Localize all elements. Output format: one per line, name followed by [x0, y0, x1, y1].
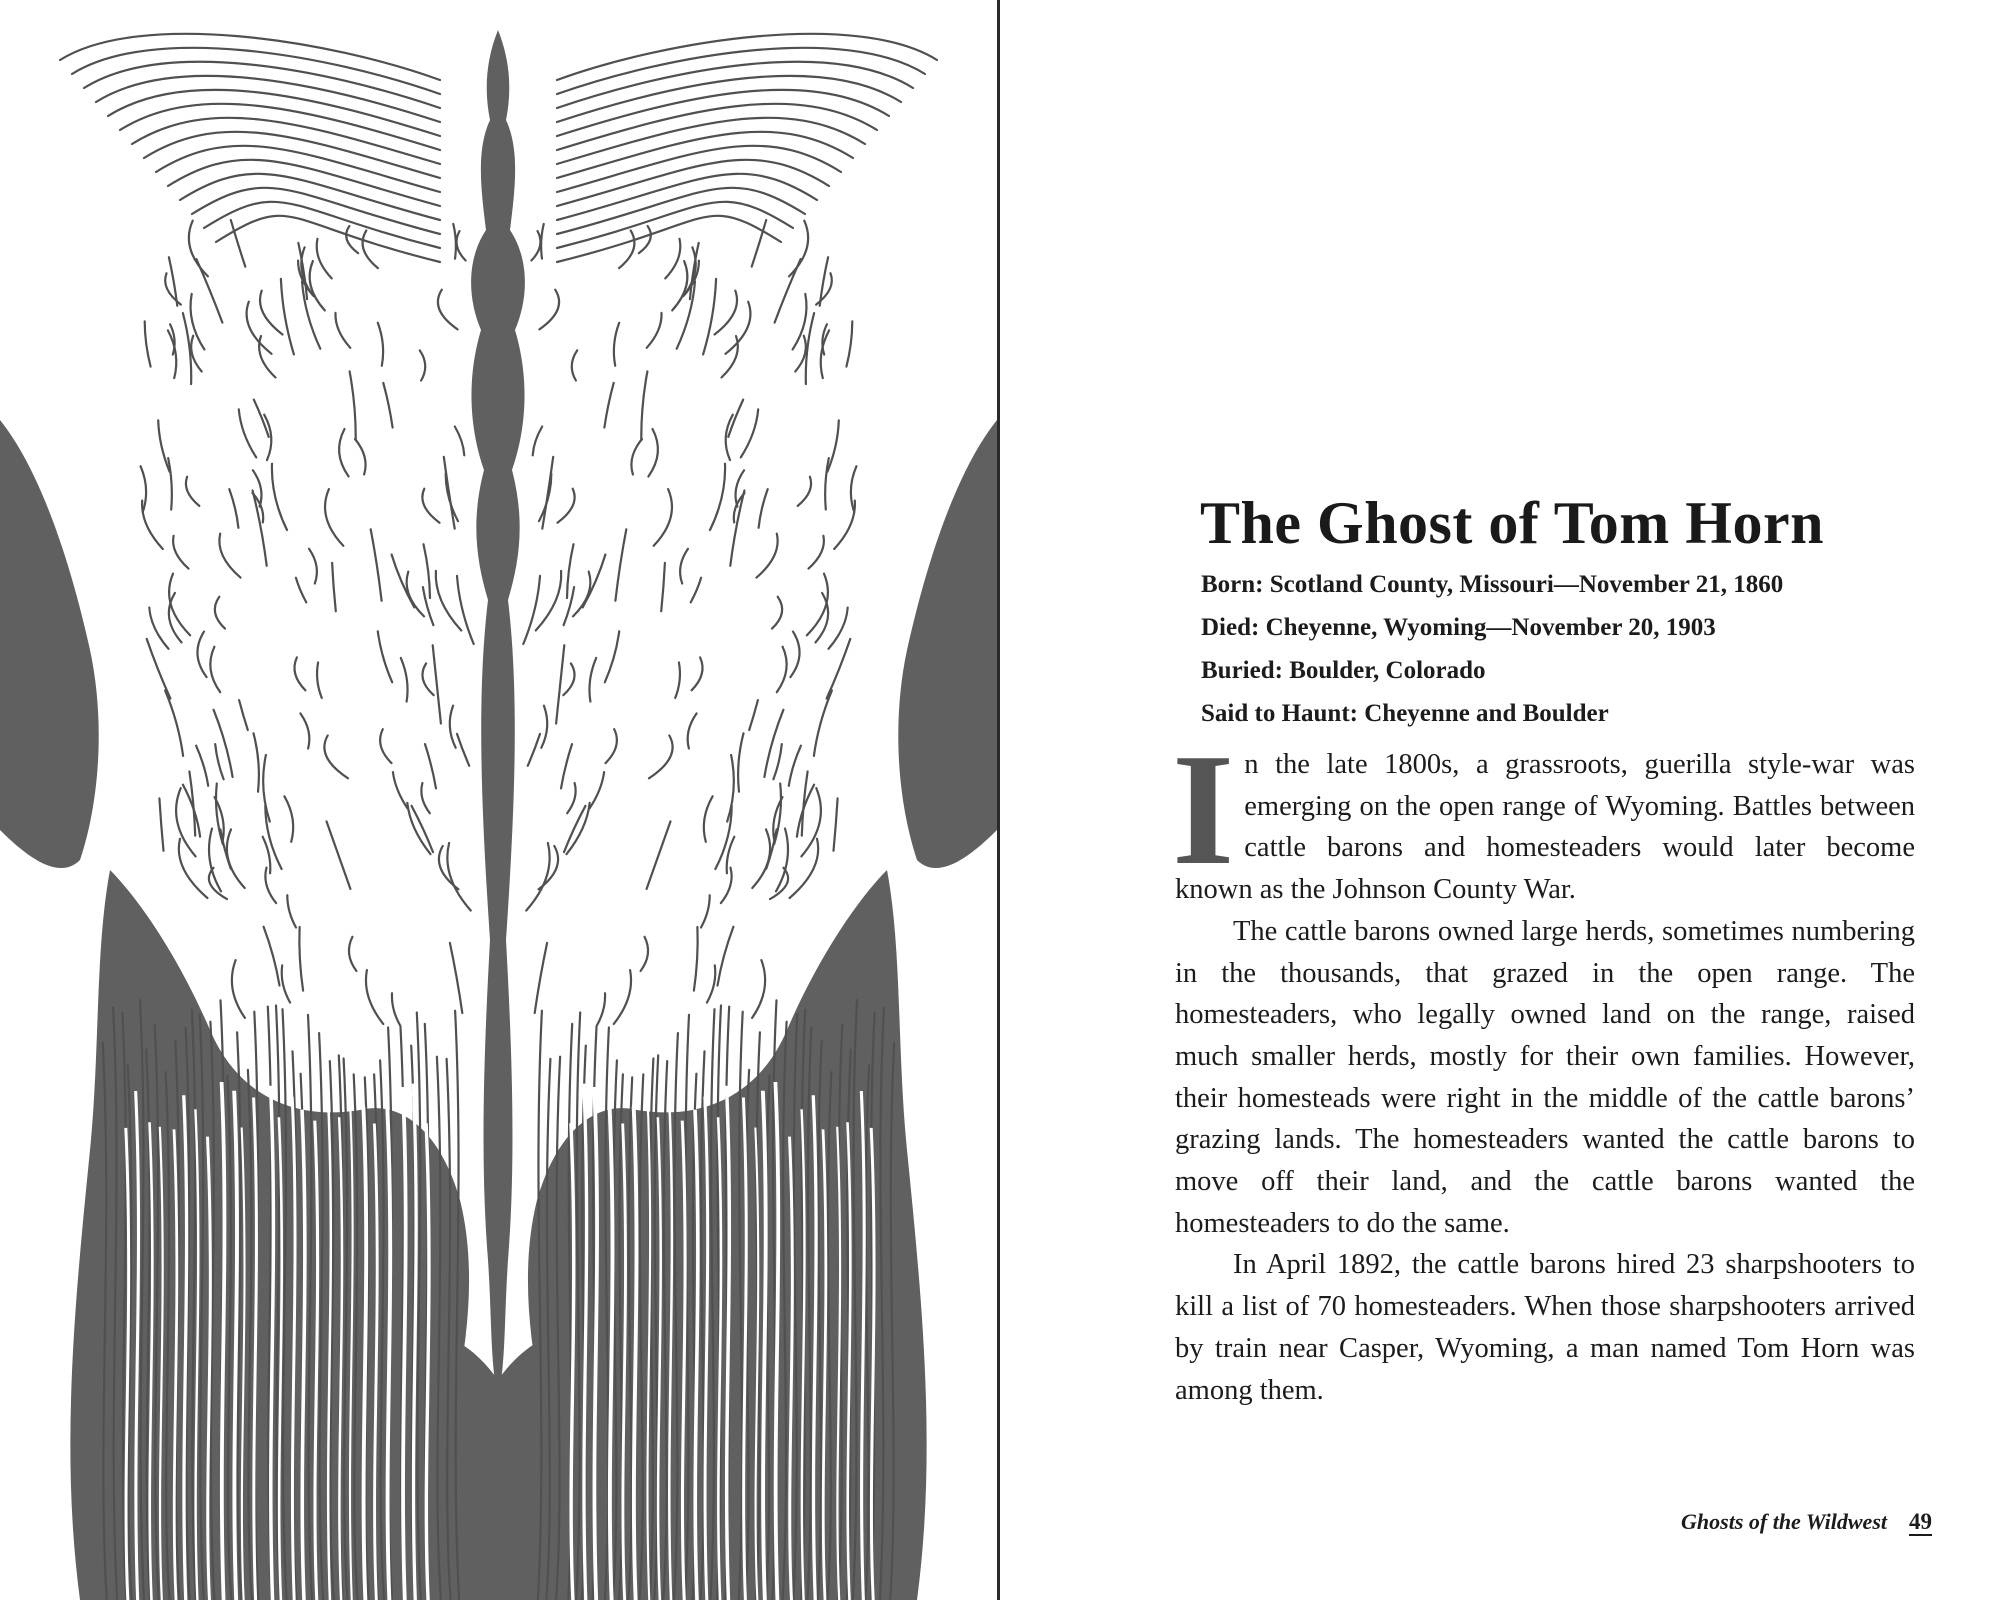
- hatch-stroke-right: [542, 457, 553, 529]
- hatch-stroke-right: [704, 796, 713, 842]
- hatch-stroke-left: [438, 290, 458, 330]
- hatch-stroke-right: [604, 383, 613, 428]
- hatch-stroke-right: [764, 710, 783, 777]
- paragraph-3: In April 1892, the cattle barons hired 23 sharpshooters to kill a list of 70 homesteaders. When those sharpshooters arrived by train near Casper, Wyoming, a man named Tom Horn was among them.: [1175, 1249, 1915, 1406]
- hatch-stroke-left: [168, 458, 172, 509]
- hatch-stroke-right: [814, 690, 832, 756]
- hatch-stroke-right: [675, 662, 680, 698]
- hatch-stroke-right: [614, 970, 631, 1024]
- paragraph-1-text: n the late 1800s, a grassroots, guerilla style-war was emerging on the open range of Wyoming. Battles between cattle barons and homesteaders would later become known as the Johnson County War.: [1175, 749, 1915, 906]
- hatch-stroke-right: [533, 427, 543, 456]
- hatch-stroke-right: [589, 658, 596, 702]
- hatch-stroke-left: [332, 563, 336, 612]
- hatch-stroke-right: [583, 555, 606, 608]
- hatch-stroke-left: [380, 729, 391, 763]
- hatch-stroke-right: [561, 744, 572, 788]
- hatch-stroke-left: [158, 420, 169, 471]
- hatch-stroke-right: [707, 965, 715, 1002]
- hatch-stroke-right: [567, 783, 575, 813]
- hatch-stroke-right: [573, 572, 590, 617]
- hatch-stroke-left: [455, 427, 465, 456]
- hatch-stroke-left: [272, 464, 287, 530]
- hatch-stroke-right: [528, 734, 540, 766]
- article-title: The Ghost of Tom Horn: [1200, 490, 1824, 556]
- page-footer: [1681, 1507, 1932, 1537]
- hatch-stroke-left: [457, 576, 474, 644]
- hatch-stroke-right: [834, 501, 855, 549]
- hatch-stroke-right: [806, 313, 814, 384]
- hatch-stroke-right: [597, 993, 605, 1026]
- hatch-stroke-left: [346, 226, 358, 253]
- hatch-stroke-right: [564, 587, 575, 625]
- hatch-stroke-right: [523, 576, 540, 644]
- hatch-stroke-right: [798, 477, 811, 506]
- hatch-stroke-right: [661, 563, 665, 612]
- hatch-stroke-left: [324, 736, 348, 779]
- hatch-stroke-left: [299, 927, 303, 991]
- hatch-stroke-right: [752, 960, 765, 1018]
- fact-born: Born: Scotland County, Missouri—November 21, 1860: [1201, 571, 1784, 598]
- hatch-stroke-left: [260, 291, 283, 335]
- hatch-stroke-left: [300, 713, 309, 748]
- hatch-stroke-left: [165, 690, 183, 756]
- hatch-stroke-right: [772, 597, 782, 629]
- hatch-stroke-left: [159, 798, 163, 850]
- hatch-stroke-left: [232, 960, 245, 1018]
- central-ridge: [471, 30, 525, 1400]
- hatch-stroke-left: [281, 279, 294, 355]
- hatch-stroke-left: [287, 895, 296, 927]
- hatch-stroke-right: [809, 536, 824, 569]
- hatch-stroke-left: [433, 645, 441, 723]
- hatch-stroke-left: [327, 821, 351, 889]
- hatch-stroke-right: [605, 631, 619, 682]
- hatch-stroke-right: [563, 663, 574, 695]
- hatch-stroke-right: [541, 224, 544, 259]
- hatch-stroke-right: [639, 226, 651, 253]
- hatch-stroke-right: [590, 772, 605, 808]
- hatch-stroke-left: [209, 829, 221, 892]
- hatch-stroke-left: [215, 744, 223, 779]
- hatch-stroke-right: [541, 706, 547, 748]
- hatch-stroke-left: [142, 501, 163, 549]
- hatch-stroke-left: [421, 783, 429, 813]
- hatch-stroke-left: [214, 710, 233, 777]
- hatch-stroke-left: [197, 632, 206, 678]
- hatch-stroke-right: [539, 290, 559, 330]
- hatch-stroke-left: [378, 323, 383, 366]
- hatch-stroke-right: [665, 239, 680, 279]
- hatch-stroke-left: [282, 965, 290, 1002]
- hatch-stroke-right: [649, 736, 673, 779]
- hatch-stroke-left: [294, 657, 305, 690]
- skull-illustration: [0, 0, 997, 1600]
- hatch-stroke-left: [149, 608, 168, 649]
- fact-buried: Buried: Boulder, Colorado: [1201, 657, 1486, 684]
- hatch-stroke-left: [284, 796, 293, 842]
- hatch-stroke-left: [447, 843, 470, 911]
- right-socket-shadow: [898, 420, 997, 868]
- paragraph-2: The cattle barons owned large herds, sometimes numbering in the thousands, that grazed in the open range. The homesteaders, who legally owned land on the range, raised much smaller herds, mostly for their own families. However, their homesteads were right in the middle of the cattle barons’ grazing lands. The homesteaders wanted the cattle barons to move off their land, and the cattle barons wanted the homesteaders to do the same.: [1175, 915, 1915, 1239]
- hatch-stroke-right: [789, 221, 808, 277]
- hatch-stroke-left: [309, 549, 317, 584]
- hatch-stroke-left: [371, 529, 382, 601]
- hatch-stroke-left: [227, 829, 245, 888]
- hatch-stroke-left: [189, 221, 208, 277]
- hatch-stroke-left: [366, 970, 383, 1024]
- hatch-stroke-left: [392, 993, 400, 1026]
- hatch-stroke-right: [749, 700, 758, 730]
- hatch-stroke-right: [648, 429, 658, 477]
- hatch-stroke-right: [692, 657, 703, 690]
- hatch-stroke-left: [325, 489, 343, 546]
- hatch-stroke-right: [631, 439, 642, 475]
- article-body: [1172, 720, 1915, 1411]
- hatch-stroke-right: [615, 529, 626, 601]
- hatch-stroke-right: [647, 313, 662, 348]
- hatch-stroke-right: [790, 632, 799, 678]
- hatch-stroke-right: [572, 350, 577, 380]
- paragraph-1: [1172, 720, 1915, 911]
- hatch-stroke-left: [422, 663, 433, 695]
- hatch-stroke-left: [363, 231, 378, 269]
- hatch-stroke-right: [691, 578, 701, 603]
- hatch-stroke-left: [457, 734, 469, 766]
- hatch-stroke-right: [556, 645, 564, 723]
- hatch-stroke-right: [641, 371, 647, 440]
- hatch-stroke-left: [393, 772, 408, 808]
- hatch-stroke-right: [829, 608, 848, 649]
- text-page: [1000, 0, 2000, 1600]
- hatch-stroke-left: [425, 744, 436, 788]
- hatch-stroke-left: [350, 371, 356, 440]
- hatch-stroke-left: [420, 350, 425, 380]
- hatch-stroke-right: [688, 713, 697, 748]
- hatch-stroke-right: [757, 534, 778, 578]
- hatch-stroke-right: [722, 336, 738, 378]
- hatch-stroke-right: [654, 489, 672, 546]
- hatch-stroke-right: [606, 729, 617, 763]
- hatch-stroke-left: [392, 555, 415, 608]
- hatch-stroke-right: [715, 291, 738, 335]
- hatch-stroke-right: [526, 843, 549, 911]
- hatch-stroke-left: [339, 429, 349, 477]
- facts-list: [1201, 563, 1921, 735]
- hatch-stroke-left: [378, 631, 392, 682]
- hatch-stroke-right: [825, 458, 829, 509]
- hatch-stroke-right: [752, 829, 770, 888]
- hatch-stroke-left: [210, 647, 220, 693]
- hatch-stroke-right: [759, 489, 768, 528]
- hatch-stroke-left: [407, 572, 424, 617]
- hatch-stroke-left: [196, 746, 208, 786]
- hatch-stroke-right: [647, 821, 671, 889]
- fact-haunts: Said to Haunt: Cheyenne and Boulder: [1201, 700, 1609, 727]
- hatch-stroke-left: [422, 489, 439, 523]
- hatch-stroke-left: [453, 224, 456, 259]
- hatch-stroke-left: [264, 927, 280, 986]
- hatch-stroke-left: [179, 839, 208, 898]
- hatch-stroke-left: [259, 336, 275, 378]
- hatch-stroke-right: [619, 231, 634, 269]
- hatch-stroke-right: [777, 647, 787, 693]
- page-number: 49: [1909, 1509, 1932, 1534]
- hatch-stroke-left: [457, 231, 466, 260]
- hatch-stroke-left: [239, 700, 248, 730]
- hatch-stroke-right: [701, 895, 710, 927]
- hatch-stroke-left: [145, 321, 151, 366]
- hatch-stroke-right: [776, 829, 788, 892]
- running-title: Ghosts of the Wildwest: [1681, 1509, 1887, 1534]
- hatch-stroke-right: [641, 937, 648, 971]
- hatch-stroke-right: [703, 279, 716, 355]
- hatch-stroke-left: [229, 489, 238, 528]
- hatch-stroke-left: [450, 706, 456, 748]
- hatch-stroke-left: [296, 578, 306, 603]
- hatch-stroke-left: [444, 457, 455, 529]
- hatch-stroke-left: [186, 477, 199, 506]
- hatch-stroke-right: [680, 549, 688, 584]
- hatch-stroke-left: [317, 662, 322, 698]
- hatch-stroke-left: [383, 383, 392, 428]
- hatch-stroke-left: [423, 587, 434, 625]
- hatch-stroke-right: [789, 746, 801, 786]
- left-socket-shadow: [0, 420, 99, 868]
- hatch-stroke-left: [335, 313, 350, 348]
- hatch-stroke-left: [173, 536, 188, 569]
- hatch-stroke-right: [741, 409, 758, 457]
- hatch-stroke-right: [738, 733, 743, 791]
- hatch-stroke-left: [254, 733, 259, 791]
- drop-cap: I: [1172, 720, 1235, 898]
- hatch-stroke-right: [718, 927, 734, 986]
- hatch-stroke-left: [355, 439, 366, 475]
- hatch-stroke-left: [349, 937, 356, 971]
- hatch-stroke-right: [827, 420, 838, 471]
- hatch-stroke-right: [846, 321, 852, 366]
- illustration-page: [0, 0, 997, 1600]
- hatch-stroke-right: [531, 231, 540, 260]
- hatch-stroke-right: [834, 798, 838, 850]
- hatch-stroke-left: [239, 409, 256, 457]
- hatch-stroke-right: [773, 744, 781, 779]
- hatch-stroke-right: [614, 323, 619, 366]
- hatch-stroke-right: [694, 927, 698, 991]
- hatch-stroke-left: [215, 597, 225, 629]
- hatch-stroke-right: [710, 464, 725, 530]
- hatch-stroke-left: [183, 313, 191, 384]
- hatch-stroke-right: [535, 943, 547, 1013]
- hatch-stroke-left: [317, 239, 332, 279]
- hatch-stroke-right: [558, 489, 575, 523]
- hatch-stroke-left: [450, 943, 462, 1013]
- hatch-stroke-right: [790, 839, 819, 898]
- hatch-stroke-left: [401, 658, 408, 702]
- hatch-stroke-left: [219, 534, 240, 578]
- fact-died: Died: Cheyenne, Wyoming—November 20, 1903: [1201, 614, 1716, 641]
